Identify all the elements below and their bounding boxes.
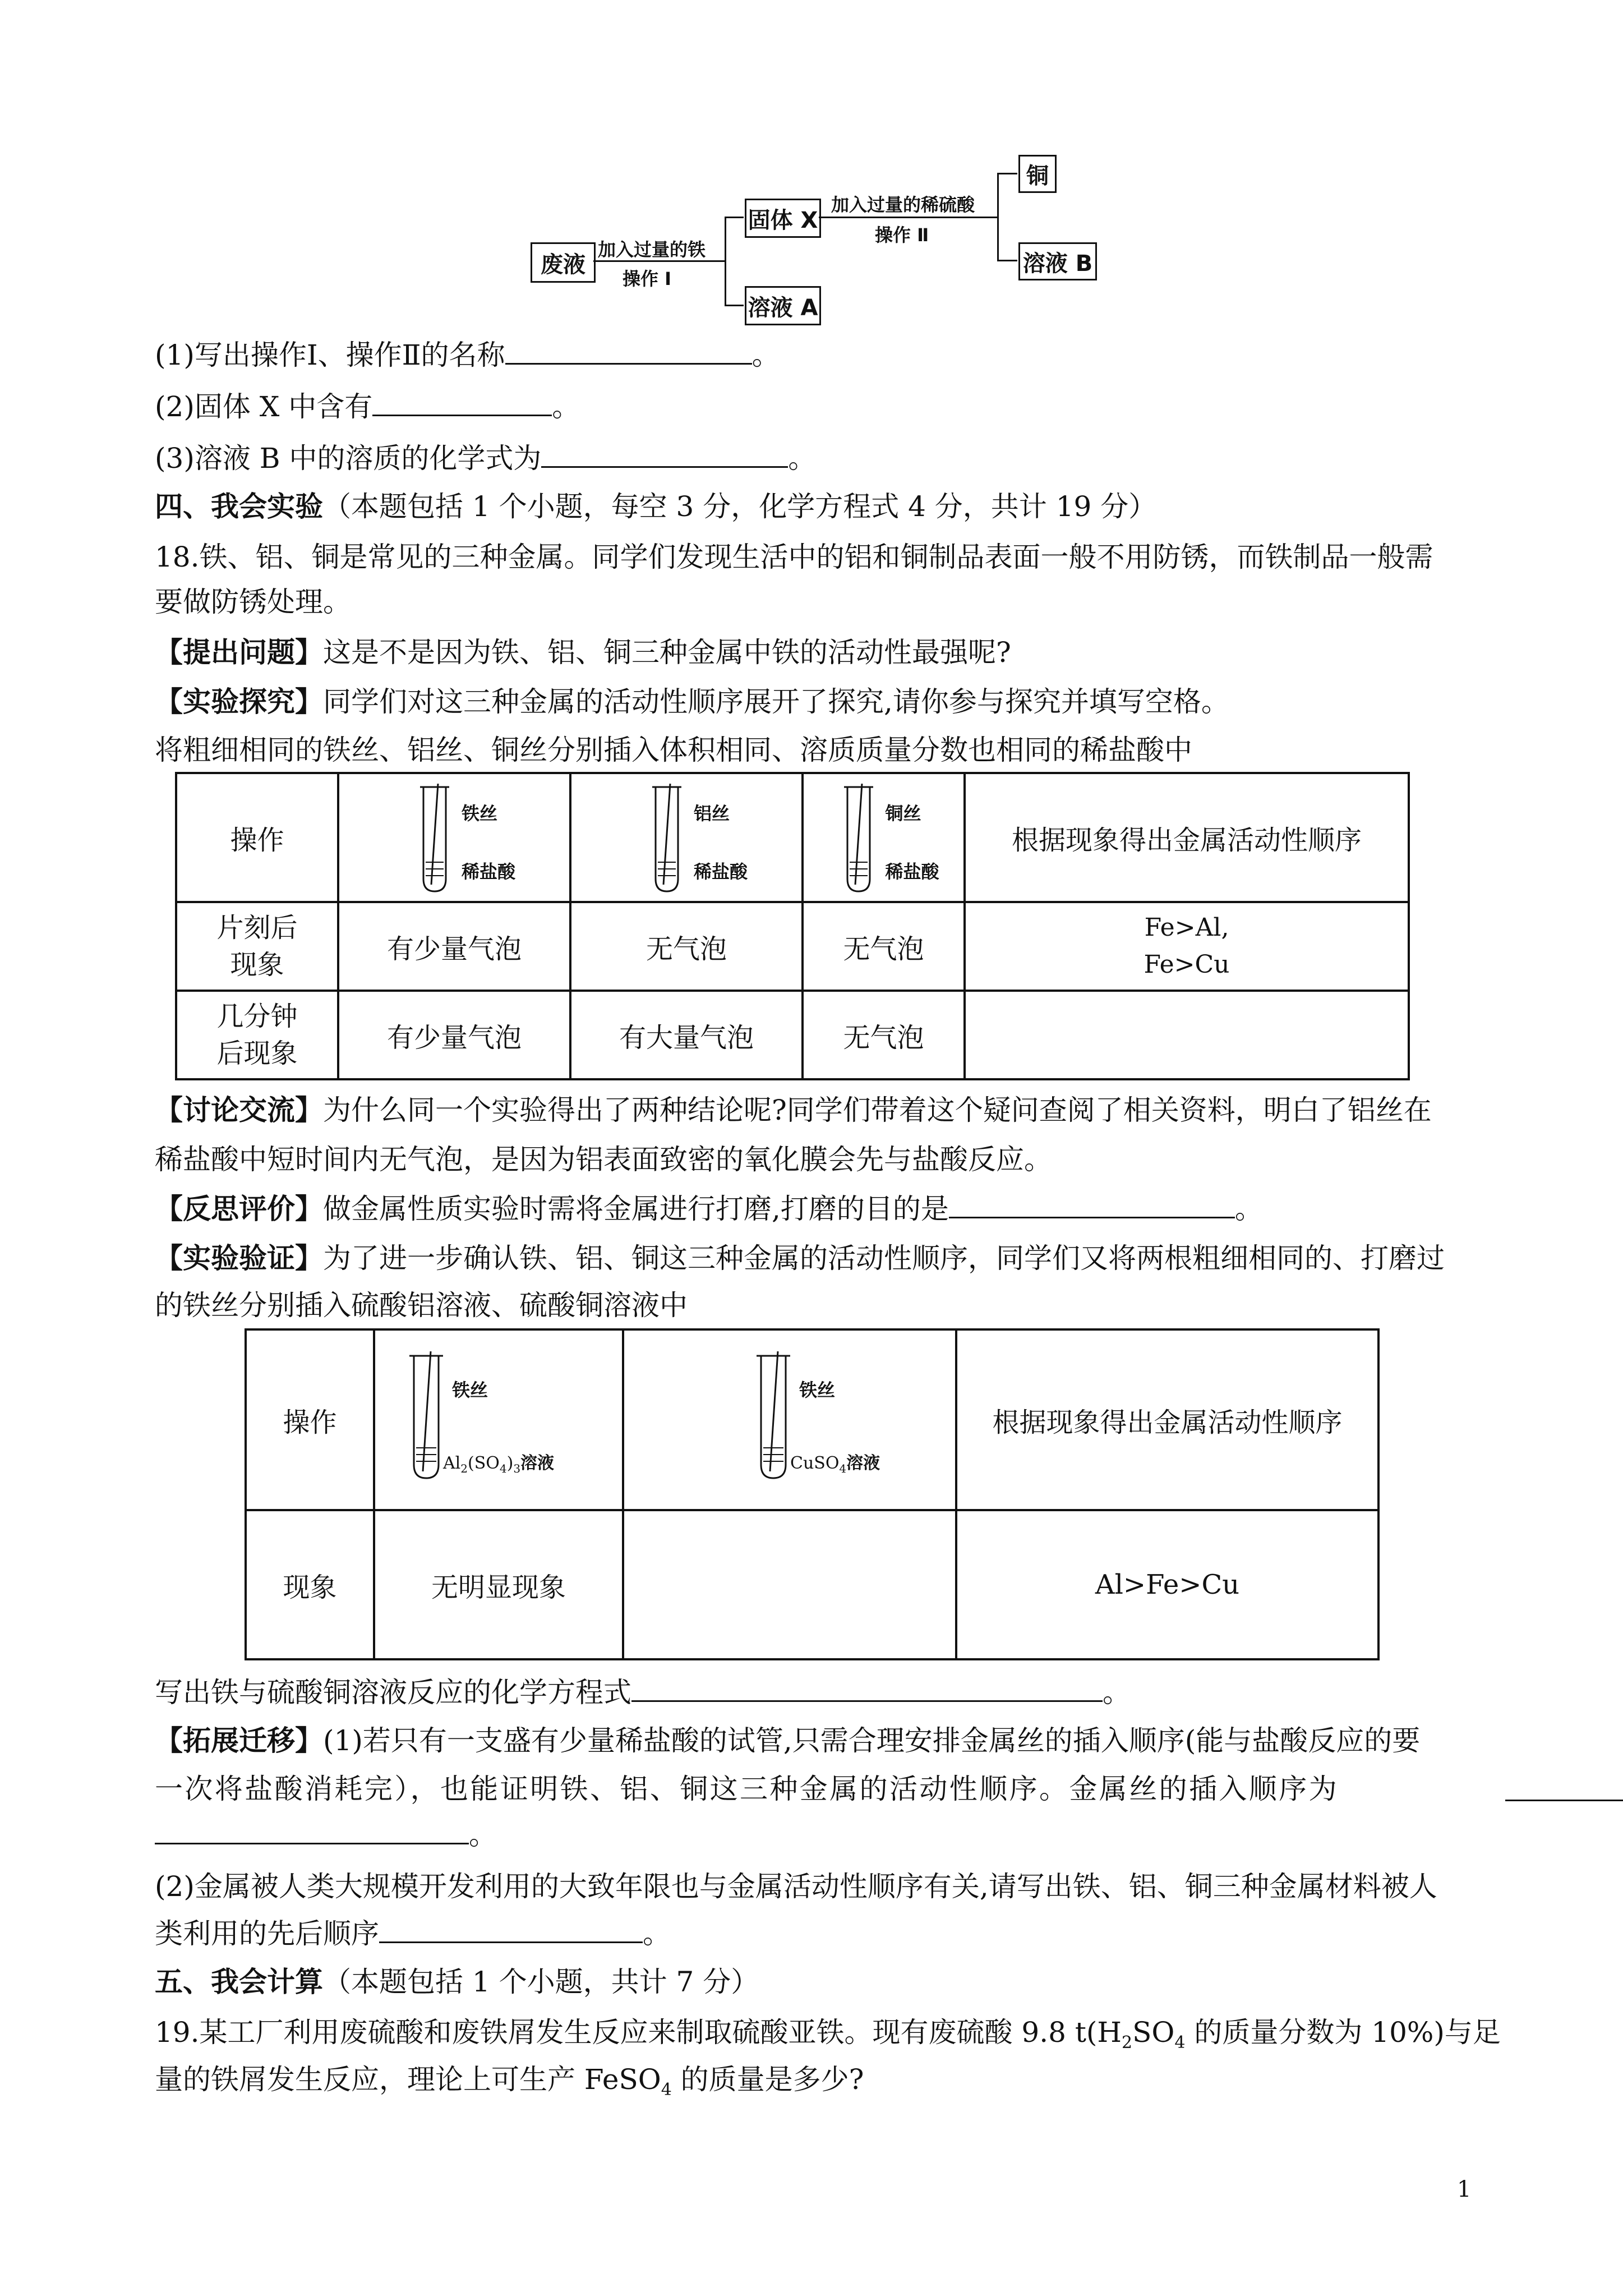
t1-row2-aluminum: 无气泡 [570, 902, 803, 991]
q18-extend5-end: 。 [643, 1917, 671, 1950]
t1-aluminum-metal: 铝丝 [694, 803, 730, 824]
q18-p1: 18.铁、铝、铜是常见的三种金属。同学们发现生活中的铝和铜制品表面一般不用防锈，而铁制品一般需 [155, 541, 1433, 573]
q18-verify [155, 1240, 1445, 1277]
q18-reflect-end: 。 [1234, 1193, 1263, 1225]
q18-explore [155, 683, 1229, 720]
q18-discuss-tag: 【讨论交流】 [155, 1093, 323, 1126]
q18-ask-tag: 【提出问题】 [155, 636, 323, 669]
t1-tube-iron [338, 773, 570, 902]
q18-extend3-end: 。 [469, 1819, 497, 1851]
t1-aluminum-acid: 稀盐酸 [694, 861, 748, 882]
flow-step2-bottom: 操作 Ⅱ [875, 224, 929, 246]
t1-row2-iron: 有少量气泡 [338, 902, 570, 991]
q19-p1: 19.某工厂利用废硫酸和废铁屑发生反应来制取硫酸亚铁。现有废硫酸 9.8 $t(H_2SO_4$ 的质量分数为 10%)与足 [155, 2016, 1501, 2053]
flow-branch-1 [725, 217, 726, 306]
t2-op-header: 操作 [246, 1329, 374, 1510]
t1-row3-iron: 有少量气泡 [338, 991, 570, 1079]
t1-tube-aluminum [570, 773, 803, 902]
flow-branch-2 [997, 173, 999, 261]
q18-equation-text: 写出铁与硫酸铜溶液反应的化学方程式 [155, 1676, 631, 1709]
test-tube-icon [842, 784, 887, 896]
flow-arrow-1b [725, 305, 744, 306]
section-5-note: （本题包括 1 个小题，共计 7 分） [323, 1966, 759, 1998]
q17-l2-text: (2)固体 X 中含有 [155, 390, 373, 423]
section-4-heading [155, 488, 1156, 525]
section-5-title: 五、我会计算 [155, 1965, 323, 1998]
t1-op-header: 操作 [176, 773, 338, 902]
t2-row2-label: 现象 [246, 1510, 374, 1659]
flow-box-solution-b: 溶液 B [1018, 242, 1097, 280]
flow-box-solid-x: 固体 X [745, 199, 821, 238]
q18-reflect [155, 1190, 1263, 1227]
q18-extend5-blank[interactable] [379, 1917, 643, 1943]
experiment-table-1 [175, 772, 1410, 1080]
q17-l2-end: 。 [552, 390, 580, 423]
t1-iron-acid: 稀盐酸 [462, 861, 516, 882]
q18-ask-text: 这是不是因为铁、铝、铜三种金属中铁的活动性最强呢? [323, 636, 1011, 669]
q17-l1-end: 。 [751, 339, 780, 371]
flow-step2-top: 加入过量的稀硫酸 [831, 194, 975, 215]
q18-extend5 [155, 1915, 671, 1952]
test-tube-icon [418, 784, 463, 896]
t1-row3-copper: 无气泡 [803, 991, 965, 1079]
q18-p1b: 要做防锈处理。 [155, 586, 351, 618]
q18-ask [155, 634, 1011, 671]
t1-copper-acid: 稀盐酸 [885, 861, 939, 882]
flow-step1-bottom: 操作 Ⅰ [623, 268, 672, 289]
section-5-heading [155, 1963, 759, 2000]
section-4-note: （本题包括 1 个小题，每空 3 分，化学方程式 4 分，共计 19 分） [323, 490, 1157, 523]
test-tube-icon [650, 784, 695, 896]
q17-l1-text: (1)写出操作Ⅰ、操作Ⅱ的名称 [155, 339, 505, 371]
q18-verify-text: 为了进一步确认铁、铝、铜这三种金属的活动性顺序，同学们又将两根粗细相同的、打磨过 [323, 1242, 1445, 1274]
q18-explore-tag: 【实验探究】 [155, 685, 323, 718]
q18-verify2: 的铁丝分别插入硫酸铝溶液、硫酸铜溶液中 [155, 1289, 688, 1322]
t2-tube1-metal: 铁丝 [452, 1379, 488, 1401]
q18-extend-text: (1)若只有一支盛有少量稀盐酸的试管,只需合理安排金属丝的插入顺序(能与盐酸反应的要 [323, 1724, 1421, 1757]
t1-conclusion-header: 根据现象得出金属活动性顺序 [965, 773, 1409, 902]
t1-row3-conclusion-blank[interactable] [965, 991, 1409, 1079]
q17-l1-blank[interactable] [505, 338, 752, 365]
t1-tube-copper [803, 773, 965, 902]
t2-tube2-solution: CuSO$_4$溶液 [790, 1453, 880, 1475]
q18-extend [155, 1722, 1420, 1759]
flow-box-copper: 铜 [1018, 155, 1057, 193]
t2-row2-al-sulfate: 无明显现象 [374, 1510, 623, 1659]
q17-line-2 [155, 388, 580, 425]
t2-conclusion-header: 根据现象得出金属活动性顺序 [956, 1329, 1378, 1510]
q18-extend-blank[interactable] [155, 1818, 469, 1844]
t2-tube2-metal: 铁丝 [799, 1379, 836, 1401]
q18-extend-margin-blank[interactable] [1505, 1800, 1623, 1801]
t2-row2-conclusion: Al>Fe>Cu [956, 1510, 1378, 1659]
t1-row2-copper: 无气泡 [803, 902, 965, 991]
t2-tube-cu-sulfate [623, 1329, 956, 1510]
t1-iron-metal: 铁丝 [462, 803, 498, 824]
page-number: 1 [1457, 2177, 1472, 2202]
q18-equation [155, 1674, 1131, 1711]
q18-discuss-text: 为什么同一个实验得出了两种结论呢?同学们带着这个疑问查阅了相关资料，明白了铝丝在 [323, 1094, 1432, 1126]
q17-l3-end: 。 [788, 442, 817, 475]
q18-verify-tag: 【实验验证】 [155, 1241, 323, 1274]
q18-extend2: 一次将盐酸消耗完），也能证明铁、铝、铜这三种金属的活动性顺序。金属丝的插入顺序为 [155, 1773, 1339, 1805]
q18-discuss [155, 1092, 1432, 1129]
q18-extend5-text: 类利用的先后顺序 [155, 1917, 379, 1950]
flow-arrow-1a [725, 217, 744, 218]
q18-equation-end: 。 [1103, 1676, 1131, 1709]
t1-row3-aluminum: 有大量气泡 [570, 991, 803, 1079]
flow-arrow-2b [997, 260, 1017, 261]
t2-tube-al-sulfate [374, 1329, 623, 1510]
flow-step1-top: 加入过量的铁 [598, 239, 706, 260]
experiment-table-2 [245, 1328, 1380, 1660]
flow-arrow-2a [997, 173, 1017, 174]
q18-explore-text: 同学们对这三种金属的活动性顺序展开了探究,请你参与探究并填写空格。 [323, 685, 1229, 718]
q18-extend3 [155, 1816, 497, 1853]
flow-arrow-2 [819, 217, 998, 218]
q18-reflect-tag: 【反思评价】 [155, 1192, 323, 1225]
t1-copper-metal: 铜丝 [885, 803, 921, 824]
q18-discuss2: 稀盐酸中短时间内无气泡，是因为铝表面致密的氧化膜会先与盐酸反应。 [155, 1143, 1052, 1176]
q18-equation-blank[interactable] [631, 1676, 1103, 1702]
t2-tube1-solution: $Al_2(SO_4)_3$溶液 [443, 1453, 555, 1475]
t2-row2-cu-sulfate-blank[interactable] [623, 1510, 956, 1659]
q17-l3-text: (3)溶液 B 中的溶质的化学式为 [155, 442, 542, 475]
q18-reflect-text: 做金属性质实验时需将金属进行打磨,打磨的目的是 [323, 1193, 949, 1225]
q18-extend4: (2)金属被人类大规模开发利用的大致年限也与金属活动性顺序有关,请写出铁、铝、铜三种金属材料被人 [155, 1870, 1437, 1903]
q18-setup: 将粗细相同的铁丝、铝丝、铜丝分别插入体积相同、溶质质量分数也相同的稀盐酸中 [155, 734, 1192, 766]
t1-row2-conclusion: Fe>Al, Fe>Cu [965, 902, 1409, 991]
flow-box-waste: 废液 [531, 242, 596, 283]
q18-reflect-blank[interactable] [949, 1192, 1235, 1218]
q17-line-3 [155, 440, 816, 477]
q17-l3-blank[interactable] [541, 441, 788, 468]
q18-extend-tag: 【拓展迁移】 [155, 1724, 323, 1757]
q17-l2-blank[interactable] [372, 390, 552, 416]
section-4-title: 四、我会实验 [155, 490, 323, 523]
t1-row2-label: 片刻后 现象 [176, 902, 338, 991]
t1-row3-label: 几分钟 后现象 [176, 991, 338, 1079]
q17-line-1 [155, 337, 780, 374]
q19-p2: 量的铁屑发生反应，理论上可生产 FeSO$_4$ 的质量是多少? [155, 2063, 864, 2100]
flow-box-solution-a: 溶液 A [745, 286, 821, 325]
